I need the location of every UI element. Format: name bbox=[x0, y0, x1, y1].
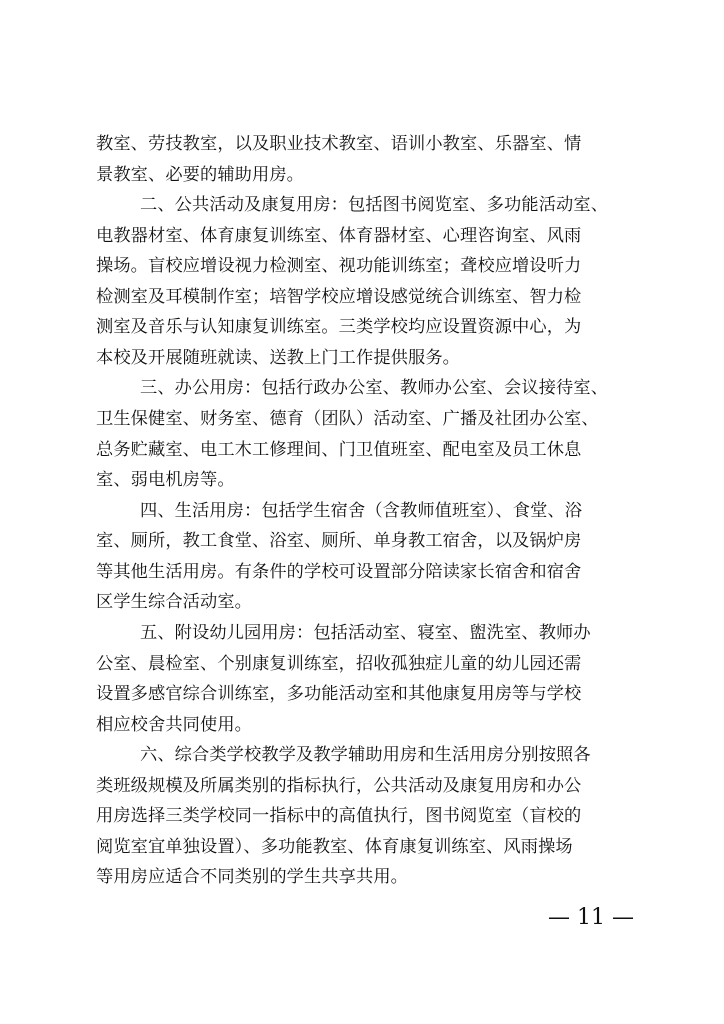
text-line: 电教器材室、体育康复训练室、体育器材室、心理咨询室、风雨 bbox=[96, 225, 582, 246]
paragraph-heading-line: 六、综合类学校教学及教学辅助用房和生活用房分别按照各 bbox=[140, 745, 591, 766]
paragraph-heading-line: 二、公共活动及康复用房：包括图书阅览室、多功能活动室、 bbox=[140, 195, 609, 216]
paragraph-heading-line: 四、生活用房：包括学生宿舍（含教师值班室）、食堂、浴 bbox=[140, 500, 583, 521]
text-line: 设置多感官综合训练室，多功能活动室和其他康复用房等与学校 bbox=[96, 684, 582, 705]
text-line: 等其他生活用房。有条件的学校可设置部分陪读家长宿舍和宿舍 bbox=[96, 561, 582, 582]
text-line: 检测室及耳模制作室；培智学校应增设感觉统合训练室、智力检 bbox=[96, 286, 582, 307]
page-number: — 11 — bbox=[548, 905, 634, 930]
text-line: 相应校舍共同使用。 bbox=[96, 714, 253, 735]
text-line: 教室、劳技教室，以及职业技术教室、语训小教室、乐器室、情 bbox=[96, 134, 582, 154]
text-line: 类班级规模及所属类别的指标执行，公共活动及康复用房和办公 bbox=[96, 775, 582, 796]
text-line: 本校及开展随班就读、送教上门工作提供服务。 bbox=[96, 347, 461, 368]
text-line: 景教室、必要的辅助用房。 bbox=[96, 164, 305, 185]
text-line: 公室、晨检室、个别康复训练室，招收孤独症儿童的幼儿园还需 bbox=[96, 653, 582, 674]
text-line: 区学生综合活动室。 bbox=[96, 592, 253, 613]
text-line: 操场。盲校应增设视力检测室、视功能训练室；聋校应增设听力 bbox=[96, 256, 582, 277]
paragraph-heading-line: 三、办公用房：包括行政办公室、教师办公室、会议接待室、 bbox=[140, 378, 609, 399]
text-line: 用房选择三类学校同一指标中的高值执行，图书阅览室（盲校的 bbox=[96, 806, 582, 827]
text-line: 室、厕所，教工食堂、浴室、厕所、单身教工宿舍，以及锅炉房 bbox=[96, 531, 582, 552]
text-line: 总务贮藏室、电工木工修理间、门卫值班室、配电室及员工休息 bbox=[96, 439, 582, 460]
paragraph-heading-line: 五、附设幼儿园用房：包括活动室、寝室、盥洗室、教师办 bbox=[140, 622, 591, 643]
text-line: 室、弱电机房等。 bbox=[96, 470, 235, 491]
text-line: 卫生保健室、财务室、德育（团队）活动室、广播及社团办公室、 bbox=[96, 409, 599, 430]
text-line: 阅览室宜单独设置）、多功能教室、体育康复训练室、风雨操场 bbox=[96, 836, 573, 857]
text-line: 测室及音乐与认知康复训练室。三类学校均应设置资源中心，为 bbox=[96, 317, 582, 338]
text-line: 等用房应适合不同类别的学生共享共用。 bbox=[96, 867, 409, 888]
